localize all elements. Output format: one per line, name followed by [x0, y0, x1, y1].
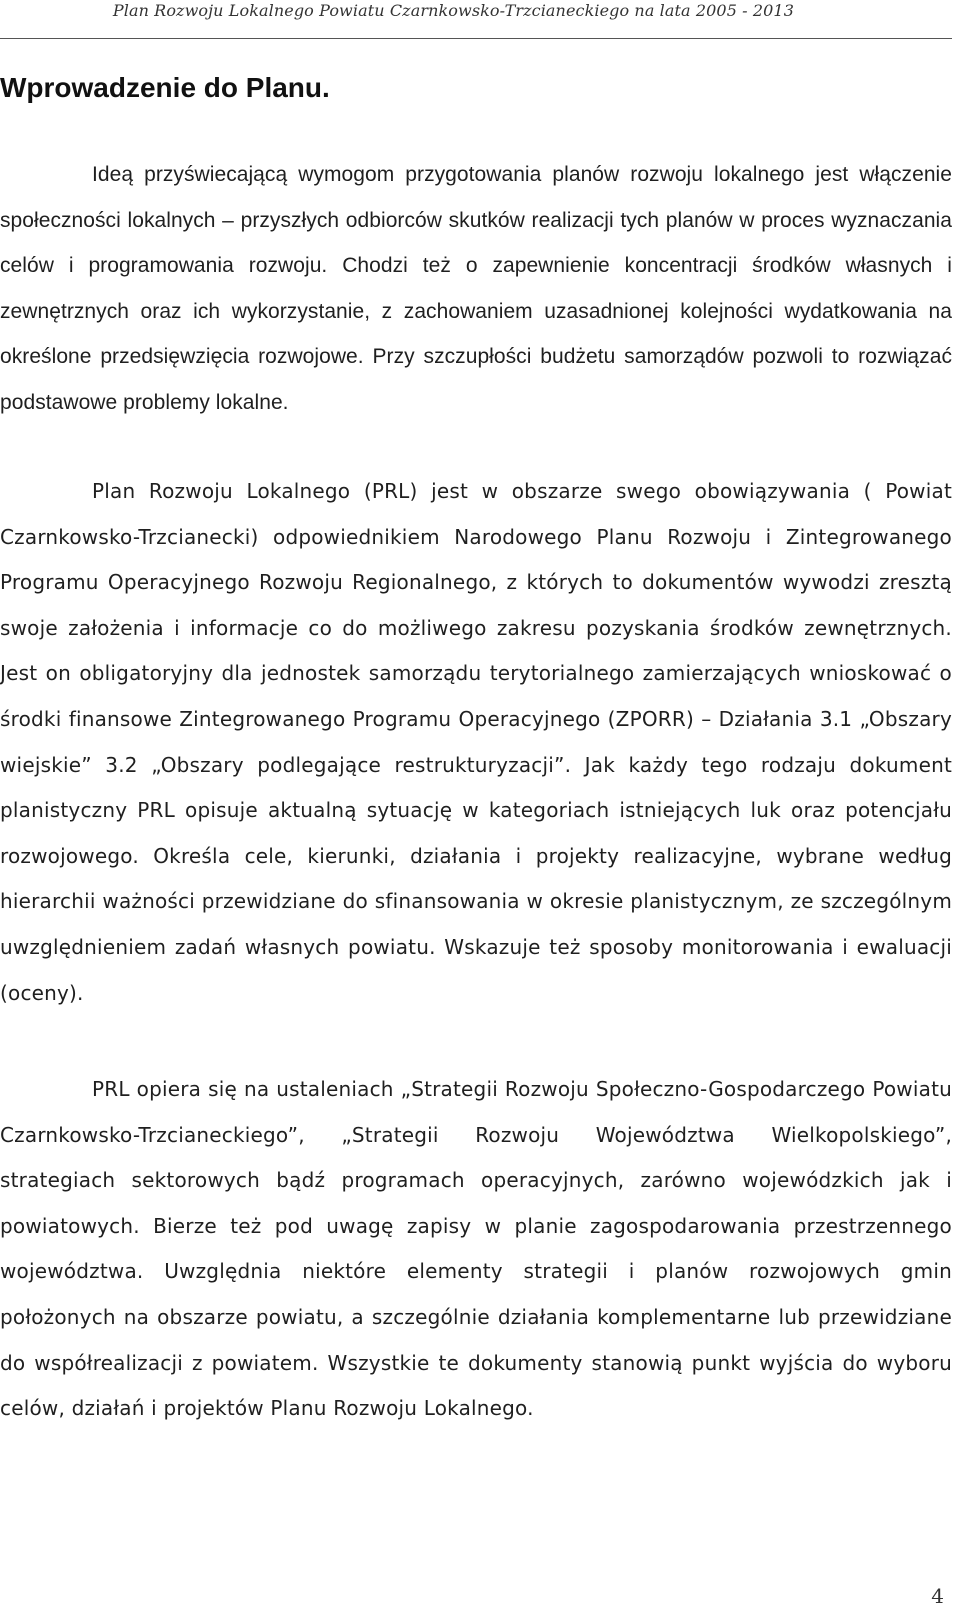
page-number: 4: [931, 1584, 944, 1608]
body-paragraph-3: [0, 1067, 952, 1432]
header-divider: [0, 38, 952, 39]
running-header-title: Plan Rozwoju Lokalnego Powiatu Czarnkowsko-Trzcianeckiego na lata 2005 - 2013: [112, 1, 794, 20]
paragraph-text: Plan Rozwoju Lokalnego (PRL) jest w obszarze swego obowiązywania ( Powiat Czarnkowsko-Trzcianecki) odpowiednikiem Narodowego Planu Rozwoju i Zintegrowanego Programu Operacyjnego Rozwoju Regionalnego, z których to dokumentów wywodzi zresztą swoje założenia i informacje co do możliwego zakresu pozyskania środków zewnętrznych. Jest on obligatoryjny dla jednostek samorządu terytorialnego zamierzających wnioskować o środki finansowe Zintegrowanego Programu Operacyjnego (ZPORR) – Działania 3.1 „Obszary wiejskie” 3.2 „Obszary podlegające restrukturyzacji”. Jak każdy tego rodzaju dokument planistyczny PRL opisuje aktualną sytuację w kategoriach istniejących luk oraz potencjału rozwojowego. Określa cele, kierunki, działania i projekty realizacyjne, wybrane według hierarchii ważności przewidziane do sfinansowania w okresie planistycznym, ze szczególnym uwzględnieniem zadań własnych powiatu. Wskazuje też sposoby monitorowania i ewaluacji (oceny).: [0, 479, 952, 1005]
body-paragraph-1: [0, 152, 952, 426]
body-paragraph-2: [0, 469, 952, 1016]
paragraph-text: PRL opiera się na ustaleniach „Strategii Rozwoju Społeczno-Gospodarczego Powiatu Czarnkowsko-Trzcianeckiego”, „Strategii Rozwoju Województwa Wielkopolskiego”, strategiach sektorowych bądź programach operacyjnych, zarówno wojewódzkich jak i powiatowych. Bierze też pod uwagę zapisy w planie zagospodarowania przestrzennego województwa. Uwzględnia niektóre elementy strategii i planów rozwojowych gmin położonych na obszarze powiatu, a szczególnie działania komplementarne lub przewidziane do współrealizacji z powiatem. Wszystkie te dokumenty stanowią punkt wyjścia do wyboru celów, działań i projektów Planu Rozwoju Lokalnego.: [0, 1077, 952, 1421]
paragraph-text: Ideą przyświecającą wymogom przygotowania planów rozwoju lokalnego jest włączenie społeczności lokalnych – przyszłych odbiorców skutków realizacji tych planów w proces wyznaczania celów i programowania rozwoju. Chodzi też o zapewnienie koncentracji środków własnych i zewnętrznych oraz ich wykorzystanie, z zachowaniem uzasadnionej kolejności wydatkowania na określone przedsięwzięcia rozwojowe. Przy szczupłości budżetu samorządów pozwoli to rozwiązać podstawowe problemy lokalne.: [0, 163, 952, 414]
section-title: Wprowadzenie do Planu.: [0, 72, 330, 103]
page-header: [0, 0, 960, 44]
